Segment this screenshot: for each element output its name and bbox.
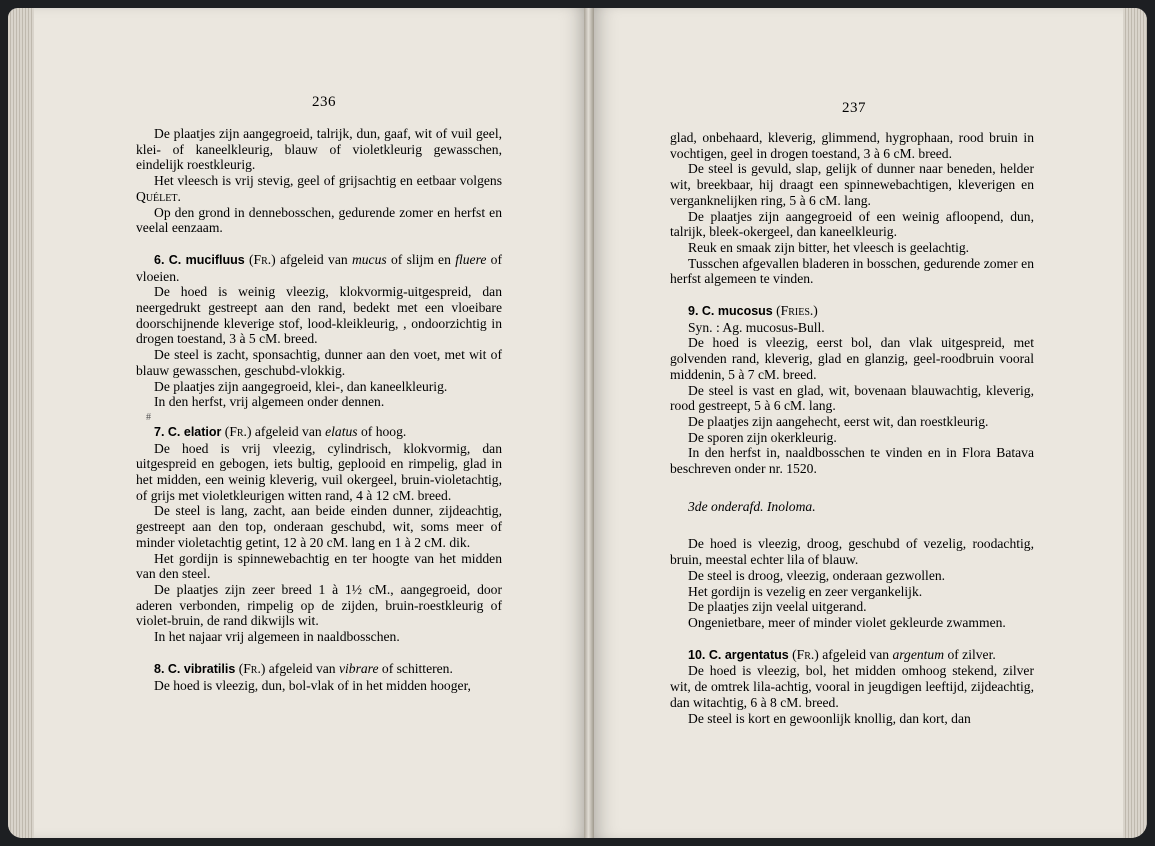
paragraph: In het najaar vrij algemeen in naaldbosschen. <box>154 629 400 645</box>
species-heading: 9. C. mucosus <box>688 304 773 319</box>
page-number-left: 236 <box>312 94 336 110</box>
text-span: of zilver. <box>944 646 996 662</box>
paragraph: De hoed is vleezig, eerst bol, dan vlak uitgespreid, met golvenden rand, kleverig, glad en glanzig, geel-roodbruin vooral middenin, 5 à 7 cM. breed. <box>670 335 1034 382</box>
paragraph: In den herfst in, naaldbosschen te vinden en in Flora Batava beschreven onder nr. 1520. <box>670 445 1034 477</box>
paragraph: De plaatjes zijn aangehecht, eerst wit, dan roestkleurig. <box>688 413 989 429</box>
etymology-word: mucus <box>351 251 387 267</box>
etymology-word: vibrare <box>338 660 379 676</box>
synonym-line: Syn. : Ag. mucosus-Bull. <box>688 319 825 335</box>
paragraph: De hoed is weinig vleezig, klokvormig-uitgespreid, dan neergedrukt gestreept aan den rand, bedekt met een vloeibare doorschijnende kleverige stof, lood-kleikleurig, , ondoorzichtig in drogen toestand, 3 à 5 cM. breed. <box>136 284 502 347</box>
subdivision-heading: 3de onderafd. Inoloma. <box>688 498 816 514</box>
text-span: . <box>177 188 181 204</box>
text-span: afgeleid van <box>265 660 339 676</box>
right-page-edges <box>1123 8 1147 838</box>
etymology-word: fluere <box>455 251 487 267</box>
section-6-heading-line <box>136 252 502 284</box>
section-7-heading-line <box>136 424 502 441</box>
paragraph: De hoed is vleezig, bol, het midden omhoog stekend, zilver wit, de omtrek lila-achtig, vooral in jeugdigen leeftijd, zijdeachtig, dan witachtig, 6 à 8 cM. breed. <box>670 663 1034 710</box>
paragraph: Ongenietbare, meer of minder violet gekleurde zwammen. <box>688 614 1006 630</box>
author-abbrev: (Fr.) <box>792 646 819 662</box>
text-span: afgeleid van <box>818 646 893 662</box>
text-span: afgeleid van <box>251 423 326 439</box>
paragraph: De steel is kort en gewoonlijk knollig, dan kort, dan <box>688 710 971 726</box>
margin-mark: # <box>146 411 151 423</box>
left-page-text <box>136 126 502 693</box>
text-span: Het vleesch is vrij stevig, geel of grijsachtig en eetbaar volgens <box>154 173 502 189</box>
author-abbrev: (Fr.) <box>238 660 266 676</box>
paragraph: De plaatjes zijn zeer breed 1 à 1½ cM., aangegroeid, door aderen verbonden, rimpelig op de zijden, bruin-roestkleurig of violet-bruin, de rand dikwijls wit. <box>136 581 502 629</box>
paragraph: glad, onbehaard, kleverig, glimmend, hygrophaan, rood bruin in vochtigen, geel in drogen toestand, 3 à 6 cM. breed. <box>670 130 1034 161</box>
paragraph: In den herfst, vrij algemeen onder dennen. <box>154 394 385 410</box>
species-heading: 8. C. vibratilis <box>154 661 236 676</box>
paragraph: De hoed is vrij vleezig, cylindrisch, klokvormig, dan uitgespreid en gebogen, iets bultig, geplooid en rimpelig, glad in het midden, een weinig kleverig, vuil okergeel, bruin-violetachtig, of grijs met violetkleurigen witten rand, 4 à 12 cM. breed. <box>136 440 502 503</box>
paragraph: Reuk en smaak zijn bitter, het vleesch is geelachtig. <box>688 239 970 255</box>
section-8-heading-line <box>136 661 502 678</box>
paragraph: De plaatjes zijn aangegroeid of een weinig afloopend, dun, talrijk, bleek-okergeel, dan kaneelkleurig. <box>670 208 1034 240</box>
paragraph: Het gordijn is spinnewebachtig en ter hoogte van het midden van den steel. <box>136 550 502 582</box>
etymology-word: argentum <box>892 646 945 662</box>
paragraph: Op den grond in dennebosschen, gedurende zomer en herfst en veelal eenzaam. <box>136 204 502 236</box>
section-9-heading-line <box>670 303 1034 320</box>
section-10-heading-line <box>670 647 1034 664</box>
author-name: Quélet <box>136 188 178 204</box>
species-heading: 6. C. mucifluus <box>154 252 245 267</box>
species-heading: 7. C. elatior <box>154 424 222 439</box>
author-abbrev: (Fr.) <box>248 251 276 267</box>
text-span: afgeleid van <box>275 251 352 267</box>
author-abbrev: (Fr.) <box>224 423 252 439</box>
paragraph: De sporen zijn okerkleurig. <box>688 429 837 445</box>
paragraph: De steel is lang, zacht, aan beide einden dunner, zijdeachtig, gestreept aan den top, onderaan geschubd, wit, soms meer of minder violetachtig getint, 12 à 20 cM. lang en 1 à 2 cM. dik. <box>136 503 502 550</box>
left-page-edges <box>8 8 34 838</box>
paragraph: De plaatjes zijn aangegroeid, talrijk, dun, gaaf, wit of vuil geel, klei- of kaneelkleurig, blauw of violetkleurig gewasschen, eindelijk roestkleurig. <box>136 126 502 173</box>
text-span: of schitteren. <box>378 660 453 676</box>
paragraph: Tusschen afgevallen bladeren in bosschen, gedurende zomer en herfst algemeen te vinden. <box>670 255 1034 287</box>
paragraph: De steel is zacht, sponsachtig, dunner aan den voet, met wit of blauw gewasschen, geschubd-vlokkig. <box>136 347 502 378</box>
paragraph: De hoed is vleezig, droog, geschubd of vezelig, roodachtig, bruin, meestal echter lila of blauw. <box>670 536 1034 568</box>
paragraph: De steel is droog, vleezig, onderaan gezwollen. <box>688 567 946 583</box>
species-heading: 10. C. argentatus <box>688 647 789 662</box>
paragraph <box>136 173 502 204</box>
text-span: of vloeien. <box>136 251 502 284</box>
author-abbrev: (Fries.) <box>776 303 818 319</box>
paragraph: Het gordijn is vezelig en zeer vergankelijk. <box>688 583 923 599</box>
book-spine <box>584 8 594 838</box>
paragraph: De plaatjes zijn veelal uitgerand. <box>688 599 867 615</box>
text-span: of slijm en <box>386 251 456 267</box>
paragraph: De steel is vast en glad, wit, bovenaan blauwachtig, kleverig, rood gestreept, 5 à 6 cM. lang. <box>670 382 1034 414</box>
page-number-right: 237 <box>842 100 866 116</box>
paragraph: De plaatjes zijn aangegroeid, klei-, dan kaneelkleurig. <box>154 378 448 394</box>
right-page-text <box>670 130 1034 726</box>
etymology-word: elatus <box>325 423 358 439</box>
text-span: of hoog. <box>357 423 407 439</box>
paragraph: De steel is gevuld, slap, gelijk of dunner naar beneden, helder wit, breekbaar, hij draagt een spinnewebachtigen, kleverigen en verganknelijken ring, 5 à 6 cM. lang. <box>670 161 1034 208</box>
paragraph: De hoed is vleezig, dun, bol-vlak of in het midden hooger, <box>154 677 471 693</box>
